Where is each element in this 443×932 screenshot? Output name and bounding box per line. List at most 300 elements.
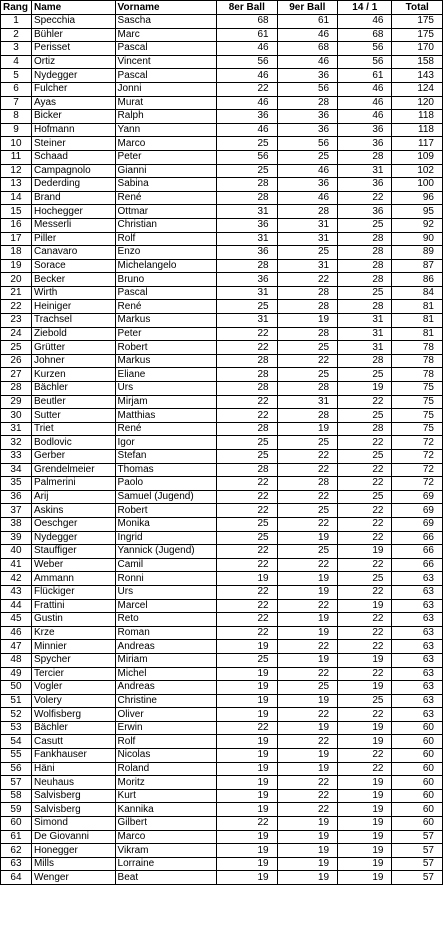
table-row: [1, 844, 443, 858]
cell-9er-ball: 22: [277, 354, 338, 368]
cell-name: Casutt: [31, 735, 115, 749]
cell-vorname: Reto: [115, 613, 217, 627]
cell-name: Weber: [31, 558, 115, 572]
cell-rang: 41: [1, 558, 32, 572]
cell-8er-ball: 25: [217, 164, 278, 178]
cell-total: 60: [392, 735, 443, 749]
cell-14-1: 25: [338, 409, 392, 423]
cell-name: Specchia: [31, 15, 115, 29]
cell-total: 57: [392, 871, 443, 885]
cell-14-1: 19: [338, 382, 392, 396]
cell-rang: 35: [1, 477, 32, 491]
cell-rang: 42: [1, 572, 32, 586]
table-row: [1, 517, 443, 531]
cell-rang: 16: [1, 218, 32, 232]
cell-9er-ball: 28: [277, 327, 338, 341]
cell-rang: 33: [1, 450, 32, 464]
cell-name: Gustin: [31, 613, 115, 627]
cell-vorname: Pascal: [115, 69, 217, 83]
cell-9er-ball: 28: [277, 286, 338, 300]
table-row: [1, 422, 443, 436]
cell-name: Häni: [31, 762, 115, 776]
cell-14-1: 19: [338, 545, 392, 559]
cell-vorname: Ottmar: [115, 205, 217, 219]
cell-total: 60: [392, 721, 443, 735]
cell-8er-ball: 31: [217, 314, 278, 328]
table-row: [1, 314, 443, 328]
cell-14-1: 25: [338, 572, 392, 586]
cell-8er-ball: 22: [217, 613, 278, 627]
cell-vorname: Markus: [115, 314, 217, 328]
cell-9er-ball: 56: [277, 137, 338, 151]
cell-8er-ball: 36: [217, 218, 278, 232]
cell-total: 66: [392, 531, 443, 545]
cell-total: 117: [392, 137, 443, 151]
cell-14-1: 25: [338, 286, 392, 300]
header-row: [1, 1, 443, 15]
cell-14-1: 25: [338, 218, 392, 232]
cell-total: 69: [392, 490, 443, 504]
cell-name: Wolfisberg: [31, 708, 115, 722]
cell-name: Beutler: [31, 395, 115, 409]
cell-total: 118: [392, 110, 443, 124]
cell-8er-ball: 36: [217, 273, 278, 287]
cell-14-1: 28: [338, 422, 392, 436]
cell-9er-ball: 22: [277, 776, 338, 790]
cell-8er-ball: 46: [217, 69, 278, 83]
cell-8er-ball: 36: [217, 246, 278, 260]
cell-8er-ball: 68: [217, 15, 278, 29]
table-row: [1, 762, 443, 776]
table-row: [1, 572, 443, 586]
cell-vorname: Samuel (Jugend): [115, 490, 217, 504]
cell-total: 92: [392, 218, 443, 232]
cell-rang: 39: [1, 531, 32, 545]
cell-8er-ball: 19: [217, 640, 278, 654]
table-row: [1, 735, 443, 749]
cell-8er-ball: 28: [217, 463, 278, 477]
cell-8er-ball: 25: [217, 300, 278, 314]
cell-name: Nydegger: [31, 531, 115, 545]
cell-name: Palmerini: [31, 477, 115, 491]
cell-9er-ball: 19: [277, 844, 338, 858]
cell-rang: 17: [1, 232, 32, 246]
table-row: [1, 191, 443, 205]
cell-vorname: Beat: [115, 871, 217, 885]
cell-9er-ball: 19: [277, 626, 338, 640]
cell-name: Ziebold: [31, 327, 115, 341]
cell-rang: 63: [1, 857, 32, 871]
cell-vorname: Moritz: [115, 776, 217, 790]
cell-rang: 26: [1, 354, 32, 368]
cell-14-1: 19: [338, 803, 392, 817]
cell-9er-ball: 22: [277, 273, 338, 287]
cell-14-1: 19: [338, 857, 392, 871]
cell-name: Sutter: [31, 409, 115, 423]
cell-9er-ball: 22: [277, 789, 338, 803]
cell-14-1: 19: [338, 735, 392, 749]
cell-total: 84: [392, 286, 443, 300]
cell-rang: 52: [1, 708, 32, 722]
cell-8er-ball: 61: [217, 28, 278, 42]
cell-name: Brand: [31, 191, 115, 205]
cell-name: Neuhaus: [31, 776, 115, 790]
cell-9er-ball: 28: [277, 300, 338, 314]
cell-9er-ball: 36: [277, 178, 338, 192]
cell-total: 75: [392, 409, 443, 423]
cell-14-1: 46: [338, 110, 392, 124]
cell-total: 72: [392, 436, 443, 450]
table-row: [1, 82, 443, 96]
table-row: [1, 69, 443, 83]
cell-name: Dederding: [31, 178, 115, 192]
cell-vorname: Vikram: [115, 844, 217, 858]
cell-vorname: Murat: [115, 96, 217, 110]
cell-9er-ball: 22: [277, 517, 338, 531]
cell-rang: 27: [1, 368, 32, 382]
cell-total: 63: [392, 708, 443, 722]
cell-9er-ball: 19: [277, 653, 338, 667]
cell-8er-ball: 19: [217, 694, 278, 708]
cell-14-1: 28: [338, 273, 392, 287]
table-row: [1, 463, 443, 477]
cell-9er-ball: 19: [277, 585, 338, 599]
cell-9er-ball: 22: [277, 735, 338, 749]
cell-9er-ball: 25: [277, 681, 338, 695]
cell-14-1: 68: [338, 28, 392, 42]
cell-vorname: Ingrid: [115, 531, 217, 545]
cell-9er-ball: 19: [277, 857, 338, 871]
table-row: [1, 327, 443, 341]
cell-8er-ball: 19: [217, 776, 278, 790]
cell-rang: 61: [1, 830, 32, 844]
cell-8er-ball: 22: [217, 490, 278, 504]
cell-total: 57: [392, 857, 443, 871]
cell-8er-ball: 22: [217, 599, 278, 613]
table-row: [1, 681, 443, 695]
cell-8er-ball: 22: [217, 477, 278, 491]
cell-8er-ball: 19: [217, 681, 278, 695]
cell-vorname: Gilbert: [115, 817, 217, 831]
cell-name: Flückiger: [31, 585, 115, 599]
cell-vorname: Jonni: [115, 82, 217, 96]
cell-8er-ball: 46: [217, 123, 278, 137]
cell-14-1: 31: [338, 341, 392, 355]
cell-14-1: 25: [338, 490, 392, 504]
cell-9er-ball: 25: [277, 368, 338, 382]
cell-9er-ball: 31: [277, 218, 338, 232]
cell-14-1: 46: [338, 82, 392, 96]
cell-8er-ball: 28: [217, 354, 278, 368]
cell-9er-ball: 25: [277, 436, 338, 450]
cell-vorname: Urs: [115, 382, 217, 396]
cell-9er-ball: 19: [277, 613, 338, 627]
cell-vorname: Sabina: [115, 178, 217, 192]
cell-name: Schaad: [31, 150, 115, 164]
cell-8er-ball: 28: [217, 191, 278, 205]
cell-vorname: Rolf: [115, 232, 217, 246]
cell-rang: 48: [1, 653, 32, 667]
cell-rang: 21: [1, 286, 32, 300]
cell-total: 102: [392, 164, 443, 178]
cell-rang: 14: [1, 191, 32, 205]
cell-name: Bächler: [31, 382, 115, 396]
cell-8er-ball: 56: [217, 150, 278, 164]
cell-name: Stauffiger: [31, 545, 115, 559]
cell-14-1: 19: [338, 830, 392, 844]
cell-name: Oeschger: [31, 517, 115, 531]
cell-9er-ball: 25: [277, 545, 338, 559]
cell-total: 170: [392, 42, 443, 56]
cell-8er-ball: 22: [217, 82, 278, 96]
cell-total: 89: [392, 246, 443, 260]
cell-name: Johner: [31, 354, 115, 368]
cell-name: Trachsel: [31, 314, 115, 328]
cell-name: Heiniger: [31, 300, 115, 314]
table-row: [1, 409, 443, 423]
cell-9er-ball: 19: [277, 721, 338, 735]
cell-name: Grendelmeier: [31, 463, 115, 477]
cell-rang: 44: [1, 599, 32, 613]
cell-vorname: Miriam: [115, 653, 217, 667]
cell-9er-ball: 22: [277, 490, 338, 504]
cell-8er-ball: 25: [217, 653, 278, 667]
cell-14-1: 19: [338, 653, 392, 667]
cell-8er-ball: 25: [217, 436, 278, 450]
cell-14-1: 22: [338, 585, 392, 599]
cell-rang: 13: [1, 178, 32, 192]
table-row: [1, 232, 443, 246]
table-row: [1, 776, 443, 790]
cell-vorname: Nicolas: [115, 749, 217, 763]
cell-8er-ball: 46: [217, 42, 278, 56]
cell-9er-ball: 25: [277, 341, 338, 355]
table-row: [1, 178, 443, 192]
table-row: [1, 42, 443, 56]
cell-8er-ball: 46: [217, 96, 278, 110]
table-row: [1, 354, 443, 368]
cell-14-1: 22: [338, 517, 392, 531]
cell-rang: 55: [1, 749, 32, 763]
cell-vorname: Michelangelo: [115, 259, 217, 273]
cell-14-1: 36: [338, 178, 392, 192]
cell-14-1: 36: [338, 137, 392, 151]
table-row: [1, 273, 443, 287]
cell-name: Hochegger: [31, 205, 115, 219]
table-row: [1, 259, 443, 273]
table-row: [1, 205, 443, 219]
cell-total: 90: [392, 232, 443, 246]
cell-name: Ortiz: [31, 55, 115, 69]
cell-vorname: René: [115, 191, 217, 205]
cell-vorname: Enzo: [115, 246, 217, 260]
table-row: [1, 789, 443, 803]
cell-total: 66: [392, 545, 443, 559]
cell-14-1: 19: [338, 817, 392, 831]
cell-total: 124: [392, 82, 443, 96]
cell-8er-ball: 22: [217, 504, 278, 518]
cell-name: Salvisberg: [31, 789, 115, 803]
cell-vorname: Urs: [115, 585, 217, 599]
cell-8er-ball: 28: [217, 422, 278, 436]
cell-9er-ball: 25: [277, 504, 338, 518]
cell-total: 87: [392, 259, 443, 273]
cell-8er-ball: 19: [217, 803, 278, 817]
cell-14-1: 36: [338, 205, 392, 219]
cell-total: 66: [392, 558, 443, 572]
cell-9er-ball: 19: [277, 830, 338, 844]
cell-total: 78: [392, 341, 443, 355]
table-row: [1, 803, 443, 817]
cell-rang: 28: [1, 382, 32, 396]
cell-vorname: Marco: [115, 830, 217, 844]
cell-rang: 45: [1, 613, 32, 627]
cell-9er-ball: 31: [277, 259, 338, 273]
table-row: [1, 55, 443, 69]
cell-vorname: Camil: [115, 558, 217, 572]
cell-14-1: 56: [338, 42, 392, 56]
cell-9er-ball: 19: [277, 531, 338, 545]
cell-vorname: Mirjam: [115, 395, 217, 409]
cell-8er-ball: 19: [217, 871, 278, 885]
cell-name: Grütter: [31, 341, 115, 355]
cell-14-1: 22: [338, 749, 392, 763]
cell-name: Bicker: [31, 110, 115, 124]
table-row: [1, 286, 443, 300]
table-row: [1, 871, 443, 885]
cell-14-1: 22: [338, 504, 392, 518]
cell-14-1: 25: [338, 694, 392, 708]
cell-total: 75: [392, 382, 443, 396]
table-row: [1, 300, 443, 314]
cell-8er-ball: 19: [217, 749, 278, 763]
cell-8er-ball: 28: [217, 259, 278, 273]
cell-14-1: 61: [338, 69, 392, 83]
cell-14-1: 22: [338, 626, 392, 640]
cell-8er-ball: 19: [217, 572, 278, 586]
cell-8er-ball: 19: [217, 735, 278, 749]
cell-9er-ball: 46: [277, 191, 338, 205]
cell-total: 72: [392, 450, 443, 464]
table-row: [1, 123, 443, 137]
header-14-1: 14 / 1: [338, 1, 392, 15]
cell-9er-ball: 28: [277, 205, 338, 219]
table-row: [1, 653, 443, 667]
table-row: [1, 15, 443, 29]
header-9er-ball: 9er Ball: [277, 1, 338, 15]
cell-14-1: 22: [338, 395, 392, 409]
table-row: [1, 667, 443, 681]
cell-rang: 7: [1, 96, 32, 110]
cell-vorname: René: [115, 422, 217, 436]
table-row: [1, 585, 443, 599]
cell-9er-ball: 25: [277, 150, 338, 164]
table-row: [1, 28, 443, 42]
cell-9er-ball: 36: [277, 110, 338, 124]
cell-9er-ball: 19: [277, 314, 338, 328]
cell-14-1: 22: [338, 463, 392, 477]
table-row: [1, 558, 443, 572]
cell-total: 78: [392, 368, 443, 382]
cell-name: Kurzen: [31, 368, 115, 382]
cell-rang: 24: [1, 327, 32, 341]
cell-name: Honegger: [31, 844, 115, 858]
cell-14-1: 22: [338, 708, 392, 722]
cell-8er-ball: 31: [217, 286, 278, 300]
cell-14-1: 28: [338, 246, 392, 260]
cell-total: 63: [392, 653, 443, 667]
cell-9er-ball: 28: [277, 382, 338, 396]
cell-rang: 19: [1, 259, 32, 273]
cell-name: De Giovanni: [31, 830, 115, 844]
cell-name: Tercier: [31, 667, 115, 681]
cell-9er-ball: 22: [277, 667, 338, 681]
cell-9er-ball: 22: [277, 708, 338, 722]
cell-8er-ball: 22: [217, 341, 278, 355]
cell-14-1: 22: [338, 667, 392, 681]
cell-vorname: Christian: [115, 218, 217, 232]
table-row: [1, 694, 443, 708]
cell-8er-ball: 22: [217, 817, 278, 831]
cell-total: 60: [392, 749, 443, 763]
cell-name: Hofmann: [31, 123, 115, 137]
cell-14-1: 46: [338, 96, 392, 110]
cell-total: 63: [392, 694, 443, 708]
header-total: Total: [392, 1, 443, 15]
cell-total: 86: [392, 273, 443, 287]
cell-14-1: 22: [338, 477, 392, 491]
cell-8er-ball: 36: [217, 110, 278, 124]
cell-14-1: 22: [338, 613, 392, 627]
table-row: [1, 531, 443, 545]
cell-14-1: 19: [338, 789, 392, 803]
cell-vorname: Roman: [115, 626, 217, 640]
cell-9er-ball: 19: [277, 762, 338, 776]
cell-total: 63: [392, 572, 443, 586]
cell-vorname: Bruno: [115, 273, 217, 287]
cell-rang: 51: [1, 694, 32, 708]
cell-8er-ball: 22: [217, 409, 278, 423]
table-row: [1, 368, 443, 382]
cell-total: 75: [392, 422, 443, 436]
table-row: [1, 613, 443, 627]
table-row: [1, 749, 443, 763]
cell-name: Simond: [31, 817, 115, 831]
cell-vorname: Stefan: [115, 450, 217, 464]
cell-vorname: Andreas: [115, 640, 217, 654]
cell-rang: 43: [1, 585, 32, 599]
cell-8er-ball: 19: [217, 830, 278, 844]
cell-rang: 40: [1, 545, 32, 559]
cell-rang: 60: [1, 817, 32, 831]
cell-rang: 54: [1, 735, 32, 749]
cell-name: Canavaro: [31, 246, 115, 260]
cell-vorname: Marcel: [115, 599, 217, 613]
cell-8er-ball: 22: [217, 558, 278, 572]
table-row: [1, 395, 443, 409]
cell-vorname: Kurt: [115, 789, 217, 803]
cell-name: Volery: [31, 694, 115, 708]
cell-vorname: Oliver: [115, 708, 217, 722]
cell-vorname: Igor: [115, 436, 217, 450]
cell-9er-ball: 36: [277, 69, 338, 83]
table-row: [1, 721, 443, 735]
cell-8er-ball: 22: [217, 395, 278, 409]
cell-14-1: 46: [338, 15, 392, 29]
cell-rang: 4: [1, 55, 32, 69]
cell-vorname: Marc: [115, 28, 217, 42]
table-row: [1, 164, 443, 178]
